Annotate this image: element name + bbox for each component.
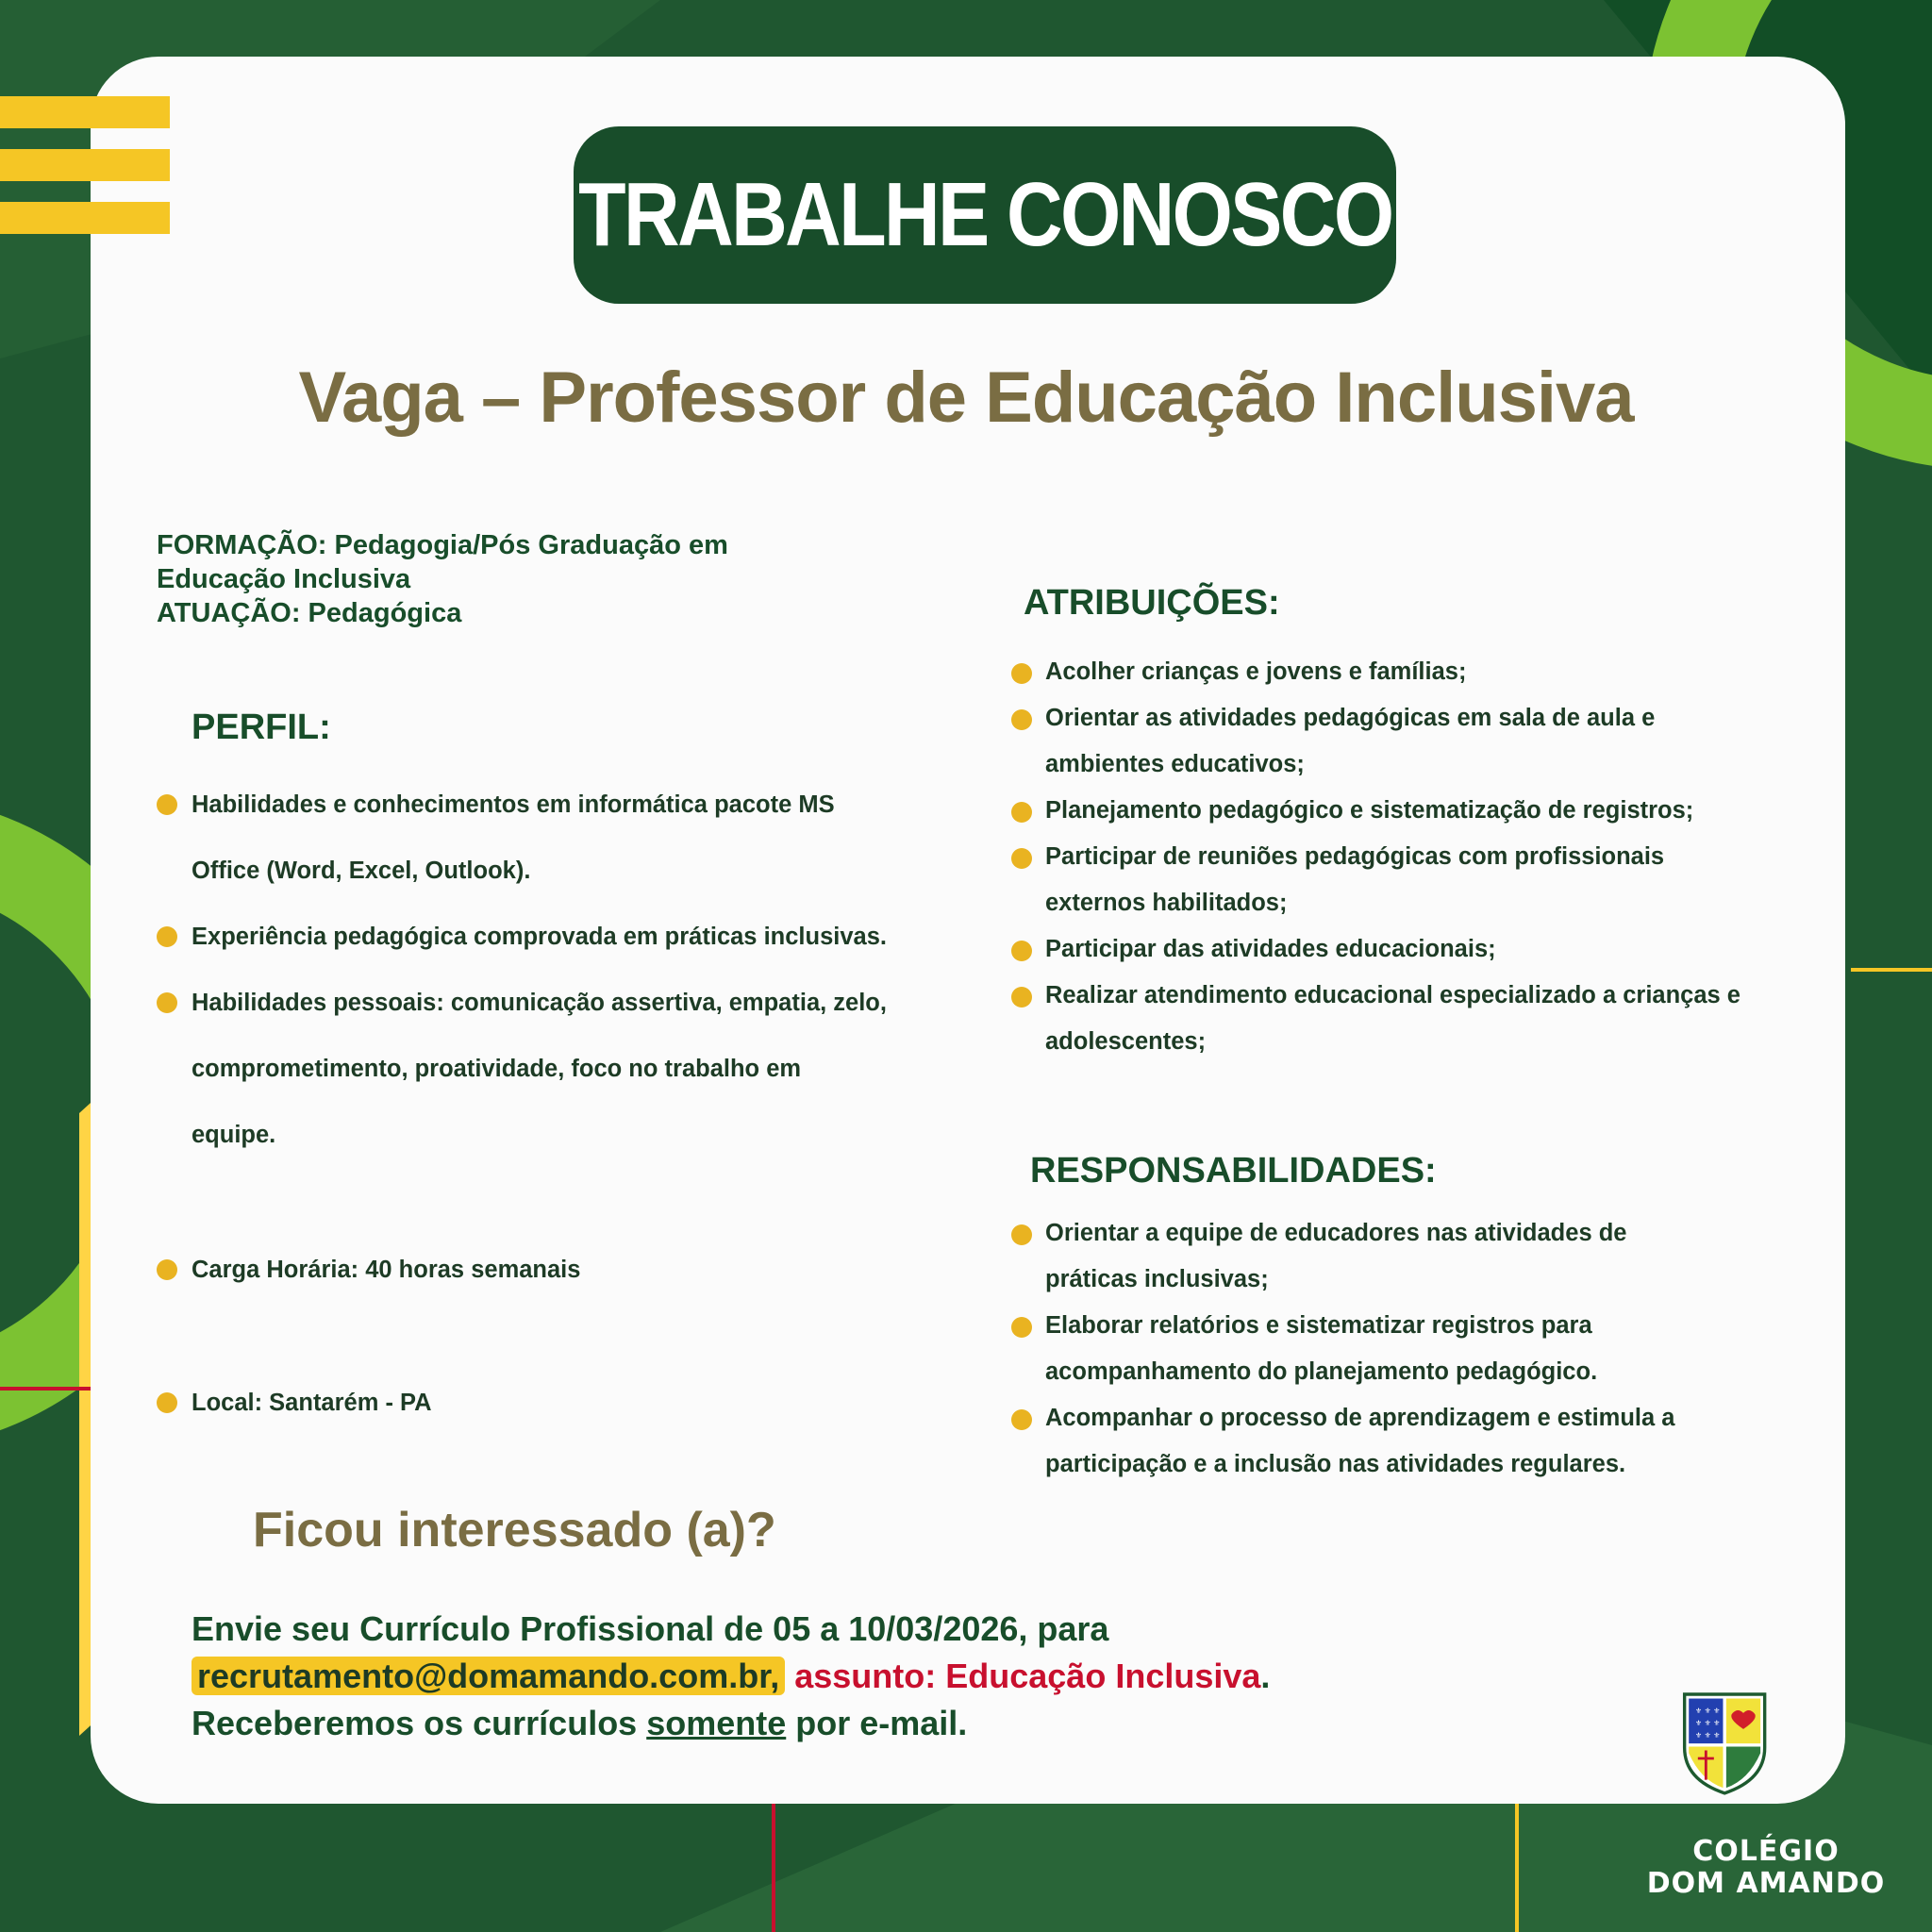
bullet-icon xyxy=(157,1392,177,1413)
atribuicao-item-cont: adolescentes; xyxy=(1045,1028,1207,1055)
cta-line-3: Receberemos os currículos somente por e-mail. xyxy=(192,1704,968,1742)
job-title: Vaga – Professor de Educação Inclusiva xyxy=(298,358,1634,438)
bullet-icon xyxy=(1011,1317,1032,1338)
atribuicao-item-cont: ambientes educativos; xyxy=(1045,751,1305,777)
perfil-list xyxy=(192,772,965,1168)
cta-period: . xyxy=(1260,1657,1271,1695)
perfil-heading: PERFIL: xyxy=(192,708,331,747)
perfil-item: Habilidades pessoais: comunicação assertiva, empatia, zelo, xyxy=(192,970,965,1036)
perfil-item: Experiência pedagógica comprovada em práticas inclusivas. xyxy=(192,904,965,970)
bullet-icon xyxy=(157,1259,177,1280)
bullet-icon xyxy=(1011,848,1032,869)
responsabilidade-item-cont: práticas inclusivas; xyxy=(1045,1266,1269,1292)
svg-text:⚜ ⚜ ⚜: ⚜ ⚜ ⚜ xyxy=(1695,1718,1721,1727)
responsabilidades-heading: RESPONSABILIDADES: xyxy=(1030,1151,1437,1191)
atribuicao-item: Participar das atividades educacionais; xyxy=(1045,926,1819,973)
bullet-icon xyxy=(1011,1224,1032,1245)
atuacao-label: ATUAÇÃO: xyxy=(157,598,301,628)
atribuicoes-list xyxy=(1045,649,1819,1065)
atribuicao-item-cont: externos habilitados; xyxy=(1045,890,1288,916)
cta-line-1: Envie seu Currículo Profissional de 05 a 10/03/2026, para xyxy=(192,1609,1109,1648)
formacao-value-2: Educação Inclusiva xyxy=(157,564,411,594)
responsabilidade-item: Acompanhar o processo de aprendizagem e estimula a xyxy=(1045,1395,1819,1441)
somente-emphasis: somente xyxy=(646,1704,787,1742)
title-banner xyxy=(574,126,1396,304)
formacao-label: FORMAÇÃO: xyxy=(157,530,327,560)
school-crest-icon xyxy=(1679,1653,1840,1832)
responsabilidade-item: Elaborar relatórios e sistematizar registros para xyxy=(1045,1303,1819,1349)
bullet-icon xyxy=(157,926,177,947)
job-meta xyxy=(157,528,728,630)
perfil-item: Habilidades e conhecimentos em informática pacote MS xyxy=(192,772,965,838)
formacao-value: Pedagogia/Pós Graduação em xyxy=(326,530,728,560)
responsabilidade-item: Orientar a equipe de educadores nas atividades de xyxy=(1045,1210,1819,1257)
decor-stripes xyxy=(0,85,189,330)
brand-name: COLÉGIO DOM AMANDO xyxy=(1646,1835,1886,1900)
carga-list xyxy=(192,1237,965,1303)
email-subject: assunto: Educação Inclusiva xyxy=(785,1657,1261,1695)
interest-heading: Ficou interessado (a)? xyxy=(253,1503,776,1557)
local-item: Local: Santarém - PA xyxy=(192,1370,965,1436)
svg-text:⚜ ⚜ ⚜: ⚜ ⚜ ⚜ xyxy=(1695,1730,1721,1740)
perfil-item-cont: comprometimento, proatividade, foco no trabalho em xyxy=(192,1056,802,1082)
bullet-icon xyxy=(1011,663,1032,684)
email-link[interactable]: recrutamento@domamando.com.br, xyxy=(192,1657,785,1695)
carga-item: Carga Horária: 40 horas semanais xyxy=(192,1237,965,1303)
cta-text xyxy=(192,1606,1270,1747)
atribuicao-item: Acolher crianças e jovens e famílias; xyxy=(1045,649,1819,695)
bullet-icon xyxy=(157,992,177,1013)
perfil-item-cont: Office (Word, Excel, Outlook). xyxy=(192,858,531,884)
atribuicao-item: Participar de reuniões pedagógicas com profissionais xyxy=(1045,834,1819,880)
responsabilidade-item-cont: participação e a inclusão nas atividades regulares. xyxy=(1045,1451,1626,1477)
bullet-icon xyxy=(1011,709,1032,730)
responsabilidades-list xyxy=(1045,1210,1819,1488)
atribuicoes-heading: ATRIBUIÇÕES: xyxy=(1024,583,1280,623)
cta-line-2 xyxy=(192,1653,1270,1700)
bullet-icon xyxy=(1011,941,1032,961)
atribuicao-item: Realizar atendimento educacional especializado a crianças e xyxy=(1045,973,1819,1019)
perfil-item-cont: equipe. xyxy=(192,1122,276,1148)
bullet-icon xyxy=(1011,1409,1032,1430)
bullet-icon xyxy=(1011,802,1032,823)
atuacao-value: Pedagógica xyxy=(300,598,462,628)
atribuicao-item: Orientar as atividades pedagógicas em sala de aula e xyxy=(1045,695,1819,741)
responsabilidade-item-cont: acompanhamento do planejamento pedagógico. xyxy=(1045,1358,1598,1385)
page-title: TRABALHE CONOSCO xyxy=(577,164,1392,265)
bullet-icon xyxy=(1011,987,1032,1008)
local-list xyxy=(192,1370,965,1436)
bullet-icon xyxy=(157,794,177,815)
atribuicao-item: Planejamento pedagógico e sistematização de registros; xyxy=(1045,788,1819,834)
svg-text:⚜ ⚜ ⚜: ⚜ ⚜ ⚜ xyxy=(1695,1706,1721,1715)
